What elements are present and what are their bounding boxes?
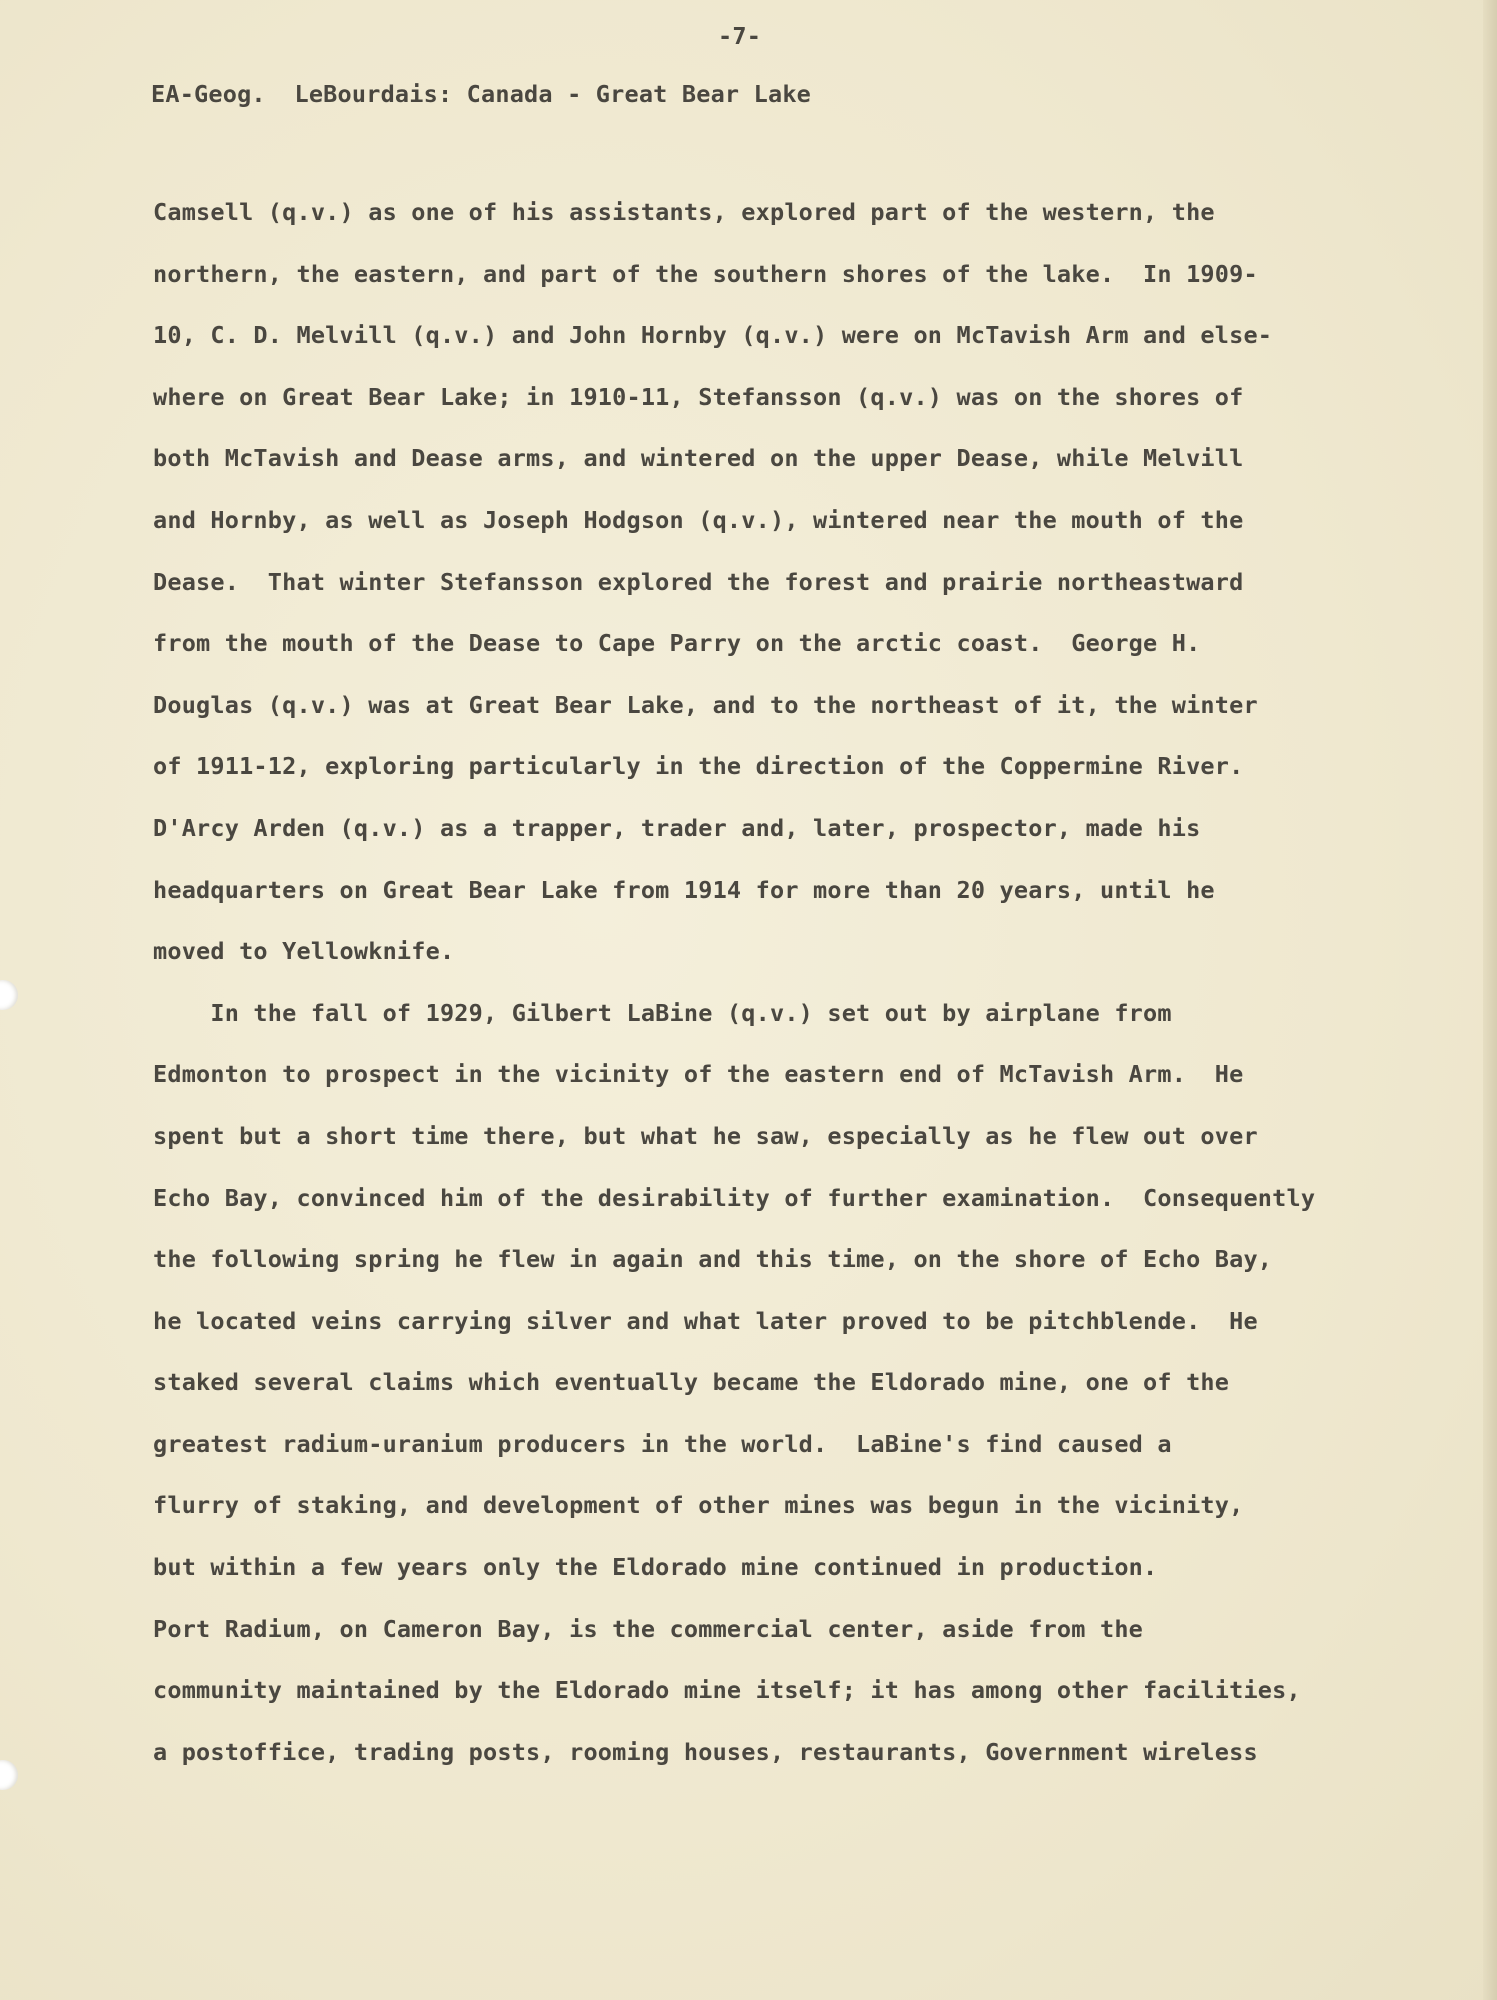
text-line: but within a few years only the Eldorado mine continued in production. <box>153 1553 1158 1582</box>
text-line: the following spring he flew in again and this time, on the shore of Echo Bay, <box>153 1245 1273 1274</box>
page-number: -7- <box>718 22 762 50</box>
text-line: he located veins carrying silver and what later proved to be pitchblende. He <box>153 1306 1258 1335</box>
text-line: staked several claims which eventually became the Eldorado mine, one of the <box>153 1368 1230 1397</box>
text-line: D'Arcy Arden (q.v.) as a trapper, trader and, later, prospector, made his <box>153 813 1201 842</box>
running-header: EA-Geog. LeBourdais: Canada - Great Bear Lake <box>151 80 812 108</box>
text-line: northern, the eastern, and part of the southern shores of the lake. In 1909- <box>153 259 1258 288</box>
text-line: Echo Bay, convinced him of the desirability of further examination. Consequently <box>153 1183 1316 1212</box>
text-line: Edmonton to prospect in the vicinity of the eastern end of McTavish Arm. He <box>153 1060 1244 1089</box>
text-line: Port Radium, on Cameron Bay, is the commercial center, aside from the <box>153 1614 1144 1643</box>
text-line: 10, C. D. Melvill (q.v.) and John Hornby (q.v.) were on McTavish Arm and else- <box>153 321 1273 350</box>
text-line: Dease. That winter Stefansson explored the forest and prairie northeastward <box>153 567 1244 596</box>
binder-hole <box>0 1760 18 1790</box>
text-line: of 1911-12, exploring particularly in the direction of the Coppermine River. <box>153 752 1244 781</box>
body-text <box>153 197 1413 1798</box>
page-edge <box>1483 0 1497 2000</box>
text-line: flurry of staking, and development of other mines was begun in the vicinity, <box>153 1491 1244 1520</box>
text-line: Camsell (q.v.) as one of his assistants, explored part of the western, the <box>153 198 1215 226</box>
binder-hole <box>0 980 18 1010</box>
text-line: both McTavish and Dease arms, and wintered on the upper Dease, while Melvill <box>153 444 1244 473</box>
text-line: spent but a short time there, but what he saw, especially as he flew out over <box>153 1121 1258 1150</box>
text-line: from the mouth of the Dease to Cape Parry on the arctic coast. George H. <box>153 629 1201 658</box>
text-line: headquarters on Great Bear Lake from 1914 for more than 20 years, until he <box>153 875 1215 904</box>
text-line: where on Great Bear Lake; in 1910-11, Stefansson (q.v.) was on the shores of <box>153 382 1244 411</box>
text-line: greatest radium-uranium producers in the world. LaBine's find caused a <box>153 1429 1172 1458</box>
text-line: In the fall of 1929, Gilbert LaBine (q.v.) set out by airplane from <box>153 998 1172 1027</box>
text-line: Douglas (q.v.) was at Great Bear Lake, and to the northeast of it, the winter <box>153 690 1258 719</box>
text-line: community maintained by the Eldorado mine itself; it has among other facilities, <box>153 1676 1301 1705</box>
text-line: moved to Yellowknife. <box>153 937 455 966</box>
text-line: a postoffice, trading posts, rooming houses, restaurants, Government wireless <box>153 1737 1258 1766</box>
text-line: and Hornby, as well as Joseph Hodgson (q.v.), wintered near the mouth of the <box>153 505 1244 534</box>
